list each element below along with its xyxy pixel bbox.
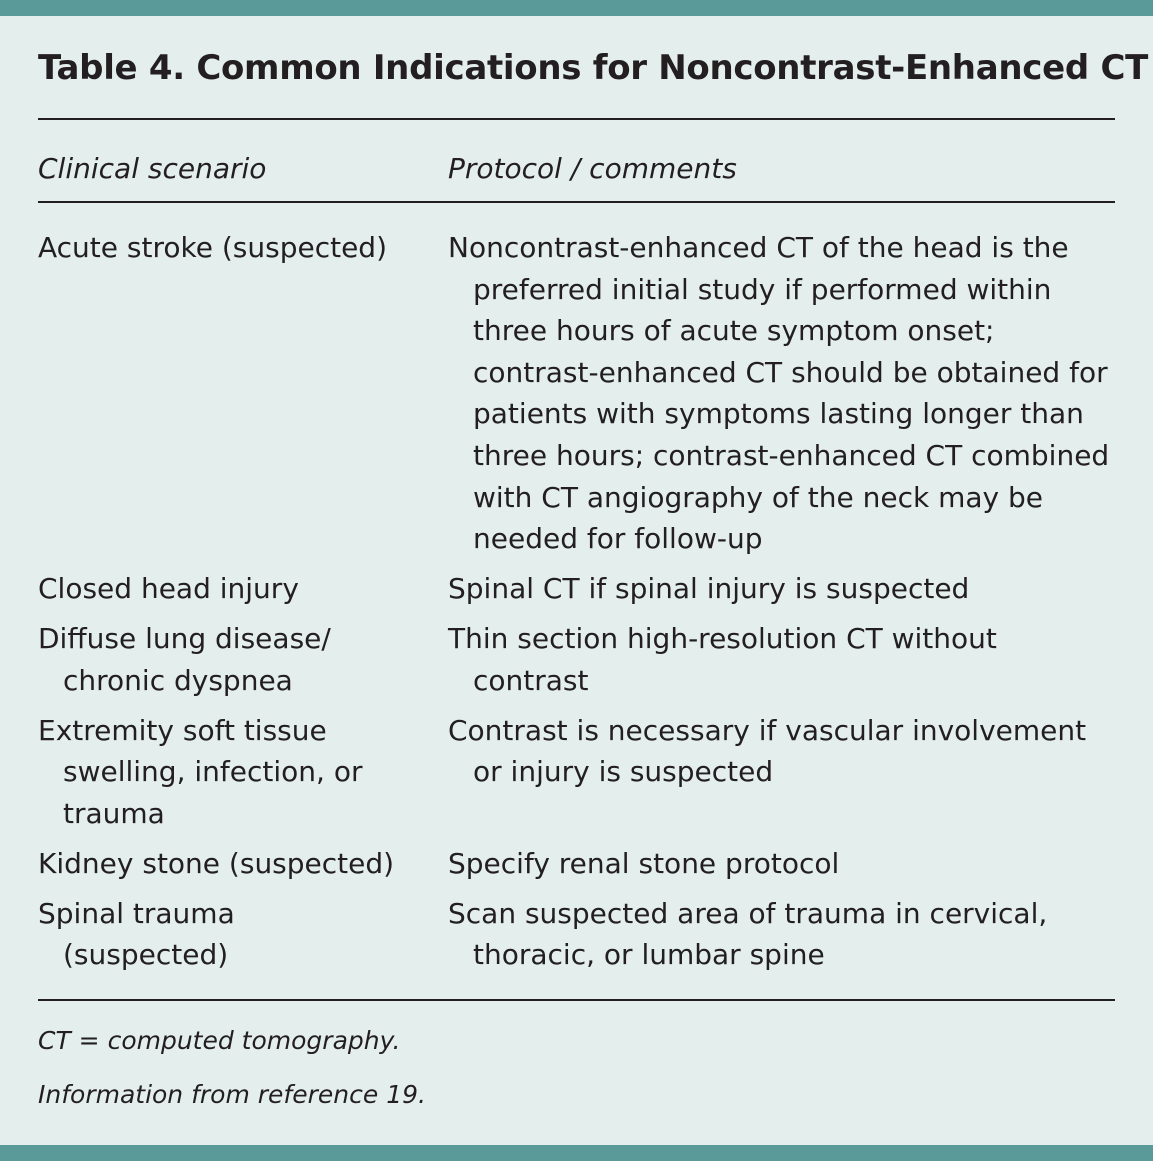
- table-row: [38, 227, 1115, 560]
- scenario-cell-line: Kidney stone (suspected): [38, 846, 395, 880]
- table-body: [38, 227, 1115, 984]
- scenario-cell: [38, 893, 448, 976]
- table-title: Table 4. Common Indications for Noncontrast-Enhanced CT: [38, 48, 1148, 88]
- protocol-cell-line: patients with symptoms lasting longer than: [473, 397, 1084, 431]
- scenario-cell: [38, 568, 448, 610]
- footnote-abbreviation: CT = computed tomography.: [38, 1026, 401, 1055]
- scenario-cell-line: (suspected): [63, 938, 229, 972]
- footnote-reference: Information from reference 19.: [38, 1080, 426, 1109]
- bottom-accent-bar: [0, 1145, 1153, 1161]
- scenario-cell: [38, 618, 448, 701]
- header-rule: [38, 201, 1115, 203]
- protocol-cell-line: three hours of acute symptom onset;: [473, 314, 995, 348]
- protocol-cell-line: Scan suspected area of trauma in cervical,: [448, 896, 1048, 930]
- scenario-cell-line: Acute stroke (suspected): [38, 231, 387, 264]
- protocol-cell-line: Spinal CT if spinal injury is suspected: [448, 572, 970, 606]
- protocol-cell: [448, 843, 1115, 885]
- protocol-cell: [448, 710, 1115, 835]
- scenario-cell: [38, 227, 448, 560]
- protocol-cell-line: Specify renal stone protocol: [448, 846, 840, 880]
- scenario-cell-line: chronic dyspnea: [63, 663, 293, 697]
- protocol-cell-line: Contrast is necessary if vascular involvement: [448, 713, 1087, 747]
- protocol-cell-line: contrast-enhanced CT should be obtained for: [473, 355, 1108, 389]
- table-row: [38, 618, 1115, 701]
- protocol-cell-line: Noncontrast-enhanced CT of the head is the: [448, 231, 1069, 264]
- protocol-cell-line: or injury is suspected: [473, 755, 774, 789]
- table-row: [38, 568, 1115, 610]
- protocol-cell-line: thoracic, or lumbar spine: [473, 938, 825, 972]
- scenario-cell-line: Closed head injury: [38, 572, 299, 606]
- header-clinical-scenario: Clinical scenario: [38, 152, 267, 185]
- scenario-cell-line: Extremity soft tissue: [38, 713, 327, 747]
- scenario-cell-line: Spinal trauma: [38, 896, 235, 930]
- protocol-cell: [448, 618, 1115, 701]
- protocol-cell-line: three hours; contrast-enhanced CT combined: [473, 438, 1110, 472]
- protocol-cell-line: contrast: [473, 663, 589, 697]
- scenario-cell: [38, 710, 448, 835]
- header-protocol-comments: Protocol / comments: [448, 152, 737, 185]
- bottom-rule: [38, 999, 1115, 1001]
- scenario-cell-line: Diffuse lung disease/: [38, 622, 331, 656]
- protocol-cell-line: with CT angiography of the neck may be: [473, 480, 1044, 514]
- top-accent-bar: [0, 0, 1153, 16]
- protocol-cell: [448, 227, 1115, 560]
- scenario-cell: [38, 843, 448, 885]
- protocol-cell-line: preferred initial study if performed within: [473, 272, 1052, 306]
- protocol-cell-line: Thin section high-resolution CT without: [448, 622, 997, 656]
- table-row: [38, 843, 1115, 885]
- table-row: [38, 893, 1115, 976]
- scenario-cell-line: swelling, infection, or: [63, 755, 363, 789]
- title-rule: [38, 118, 1115, 120]
- scenario-cell-line: trauma: [63, 796, 165, 830]
- protocol-cell-line: needed for follow-up: [473, 522, 763, 556]
- protocol-cell: [448, 893, 1115, 976]
- protocol-cell: [448, 568, 1115, 610]
- table-row: [38, 710, 1115, 835]
